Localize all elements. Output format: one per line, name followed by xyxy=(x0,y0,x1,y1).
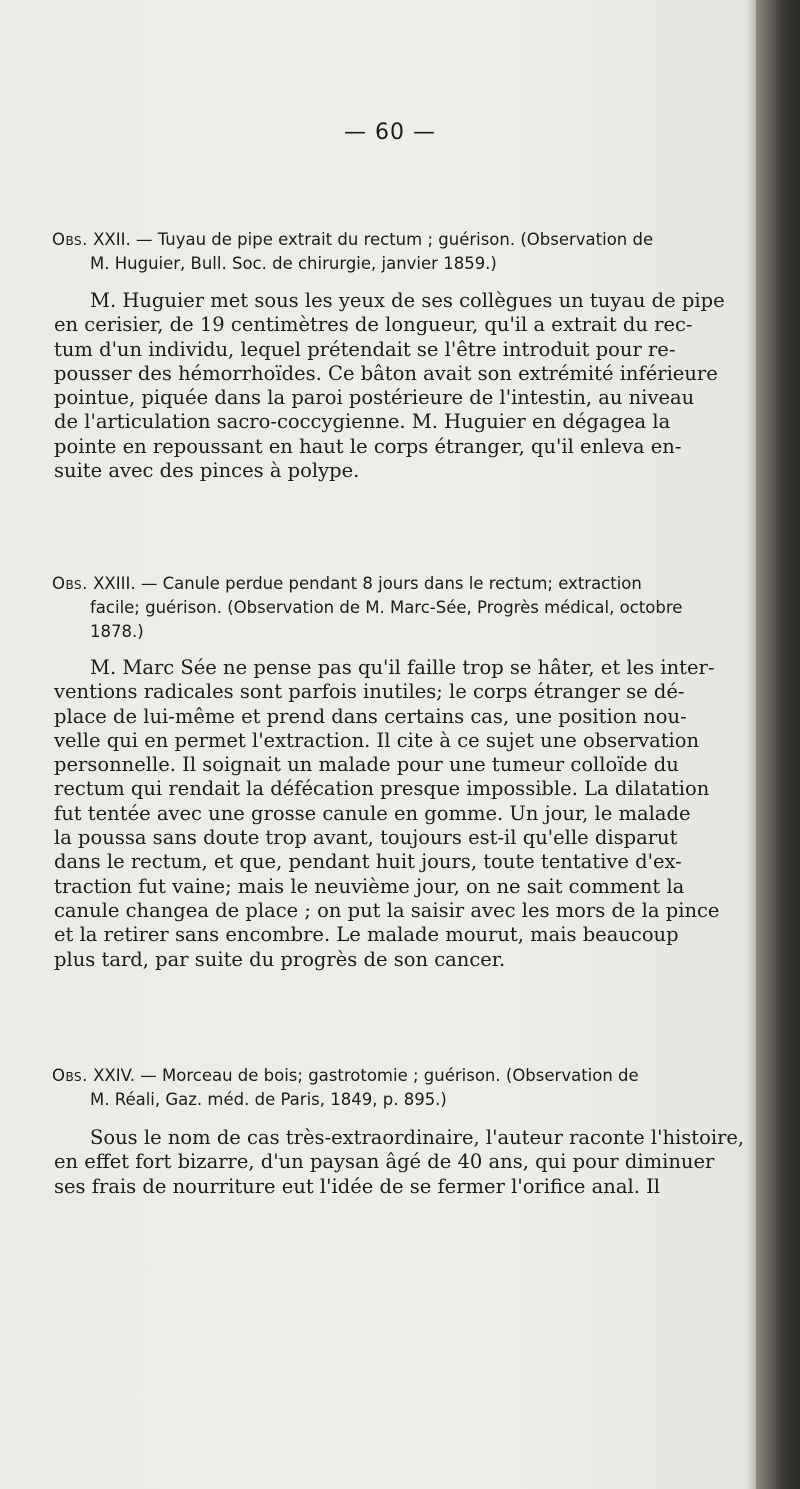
text-line: suite avec des pinces à polype. xyxy=(54,459,360,483)
text-line: place de lui-même et prend dans certains cas, une position nou- xyxy=(54,704,687,728)
text-line: fut tentée avec une grosse canule en gomme. Un jour, le malade xyxy=(54,801,691,825)
text-line: velle qui en permet l'extraction. Il cite à ce sujet une observation xyxy=(54,728,700,752)
obs-heading-line: facile; guérison. (Observation de M. Marc-Sée, Progrès médical, octobre xyxy=(90,598,683,617)
text-line: canule changea de place ; on put la saisir avec les mors de la pince xyxy=(54,898,720,922)
obs-label: Obs. xyxy=(52,230,88,249)
obs-heading-line: M. Réali, Gaz. méd. de Paris, 1849, p. 895.) xyxy=(90,1090,447,1109)
text-line: en effet fort bizarre, d'un paysan âgé de 40 ans, qui pour diminuer xyxy=(54,1150,715,1174)
text-line: ventions radicales sont parfois inutiles; le corps étranger se dé- xyxy=(54,680,685,704)
text-line: de l'articulation sacro-coccygienne. M. Huguier en dégagea la xyxy=(54,410,671,434)
observation-heading-xxiv xyxy=(52,1064,752,1112)
obs-heading-line: XXIV. — Morceau de bois; gastrotomie ; guérison. (Observation de xyxy=(93,1066,639,1085)
obs-heading-line: XXII. — Tuyau de pipe extrait du rectum ; guérison. (Observation de xyxy=(93,230,654,249)
obs-heading-line: XXIII. — Canule perdue pendant 8 jours dans le rectum; extraction xyxy=(93,574,642,593)
obs-label: Obs. xyxy=(52,574,88,593)
paragraph-huguier xyxy=(54,289,750,483)
text-line: dans le rectum, et que, pendant huit jours, toute tentative d'ex- xyxy=(54,850,682,874)
page-number: — 60 — xyxy=(344,120,436,145)
text-line: et la retirer sans encombre. Le malade mourut, mais beaucoup xyxy=(54,923,679,947)
text-line: pousser des hémorrhoïdes. Ce bâton avait son extrémité inférieure xyxy=(54,361,718,385)
paragraph-reali xyxy=(54,1126,750,1199)
text-line: ses frais de nourriture eut l'idée de se fermer l'orifice anal. Il xyxy=(54,1174,661,1198)
observation-heading-xxii xyxy=(52,228,752,276)
text-line: la poussa sans doute trop avant, toujours est-il qu'elle disparut xyxy=(54,826,678,850)
text-line: tum d'un individu, lequel prétendait se l'être introduit pour re- xyxy=(54,337,676,361)
text-line: M. Marc Sée ne pense pas qu'il faille trop se hâter, et les inter- xyxy=(90,656,715,679)
paragraph-marc-see xyxy=(54,656,750,972)
observation-heading-xxiii xyxy=(52,572,752,644)
text-line: en cerisier, de 19 centimètres de longueur, qu'il a extrait du rec- xyxy=(54,313,693,337)
book-binding-edge xyxy=(756,0,800,1489)
obs-heading-line: M. Huguier, Bull. Soc. de chirurgie, janvier 1859.) xyxy=(90,254,497,273)
text-line: personnelle. Il soignait un malade pour une tumeur colloïde du xyxy=(54,753,679,777)
text-line: rectum qui rendait la défécation presque impossible. La dilatation xyxy=(54,777,710,801)
text-line: traction fut vaine; mais le neuvième jour, on ne sait comment la xyxy=(54,874,685,898)
text-line: pointe en repoussant en haut le corps étranger, qu'il enleva en- xyxy=(54,434,682,458)
text-line: plus tard, par suite du progrès de son cancer. xyxy=(54,947,506,971)
text-line: M. Huguier met sous les yeux de ses collègues un tuyau de pipe xyxy=(90,289,725,312)
text-line: Sous le nom de cas très-extraordinaire, l'auteur raconte l'histoire, xyxy=(90,1126,745,1149)
obs-label: Obs. xyxy=(52,1066,88,1085)
text-line: pointue, piquée dans la paroi postérieure de l'intestin, au niveau xyxy=(54,386,695,410)
obs-heading-line: 1878.) xyxy=(90,622,144,641)
